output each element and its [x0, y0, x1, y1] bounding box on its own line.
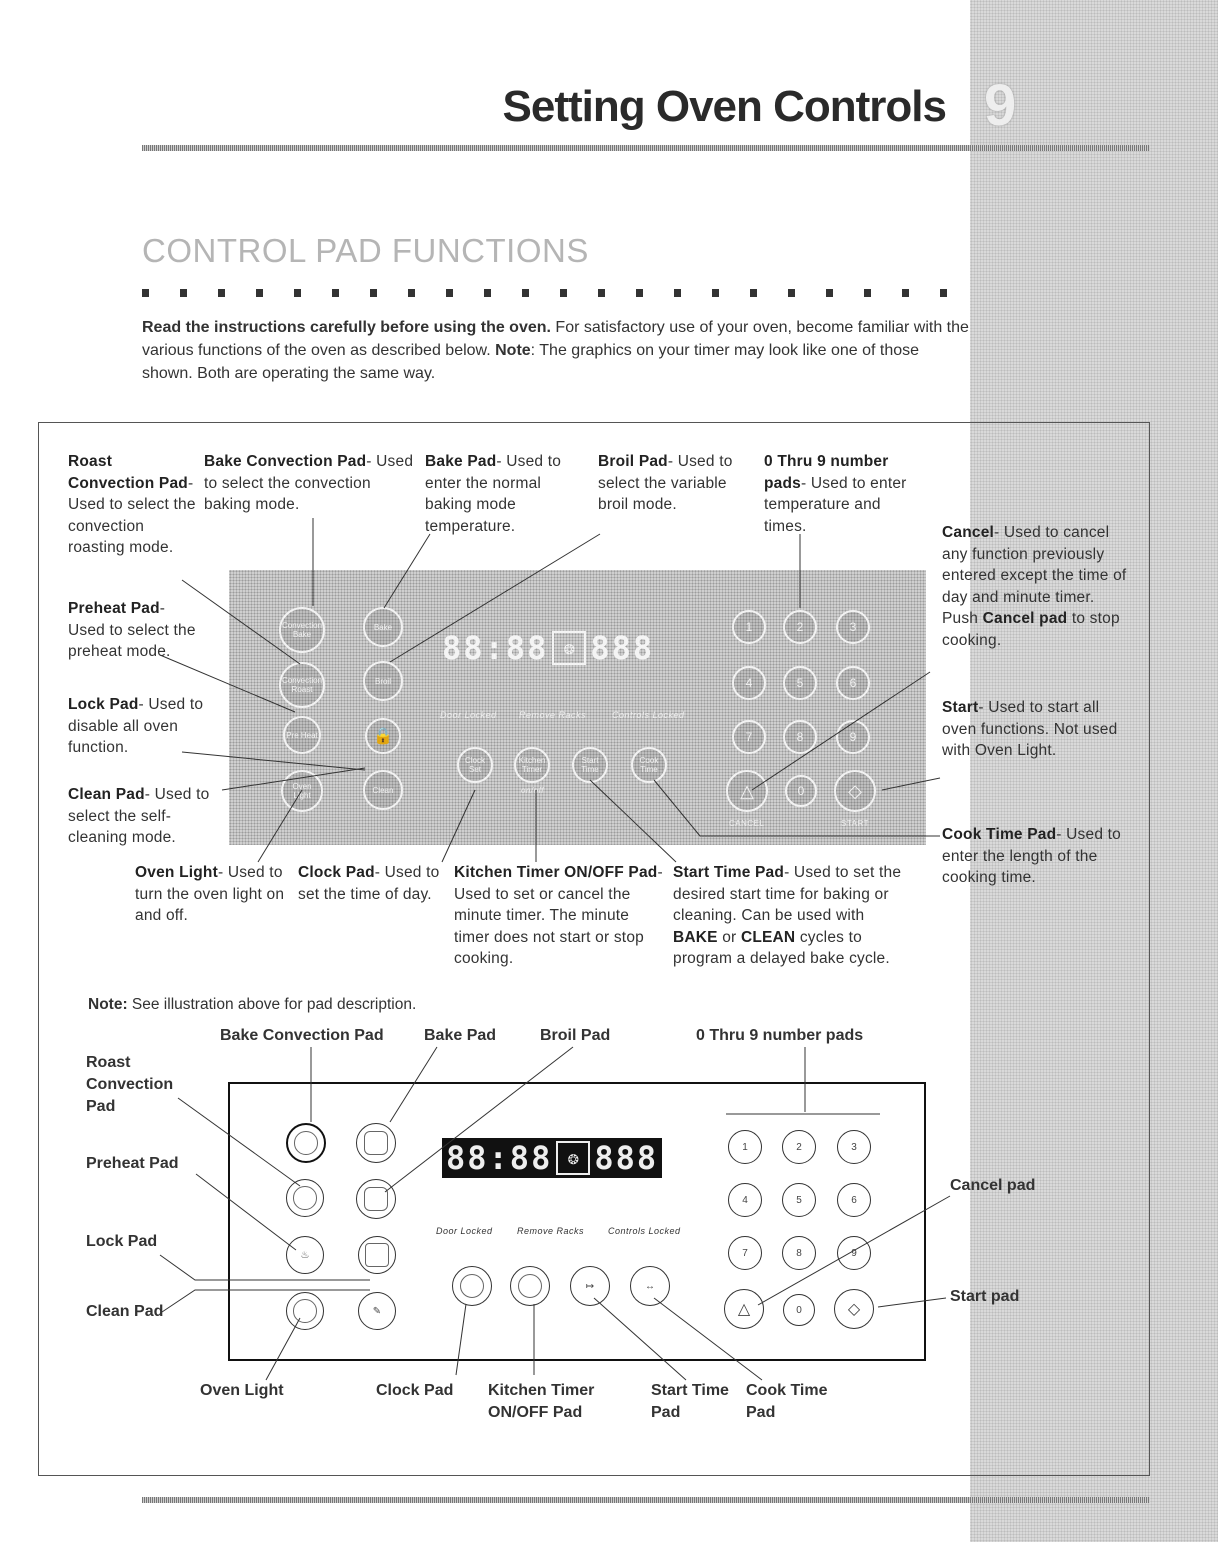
cook-time-pad[interactable]: Cook Time [631, 747, 667, 783]
footer-rule [142, 1497, 1150, 1503]
convection-bake-pad[interactable]: Convection Bake [279, 607, 325, 653]
bake-pad[interactable]: Bake [363, 607, 403, 647]
desc-cook-time: Cook Time Pad- Used to enter the length of the cooking time. [942, 826, 1121, 886]
desc-broil: Broil Pad- Used to select the variable broil mode. [598, 453, 733, 513]
number-pad-0-b[interactable]: 0 [783, 1294, 815, 1326]
leader2-lock [160, 1255, 370, 1280]
label2-clock: Clock Pad [376, 1382, 454, 1399]
convection-fan-icon-b: ❂ [556, 1141, 590, 1175]
timer-on-off-label: on/off [521, 786, 545, 795]
number-pad-0[interactable]: 0 [785, 775, 817, 807]
leader-oven-light [258, 790, 302, 862]
number-pad-6[interactable]: 6 [836, 666, 870, 700]
note: Note: See illustration above for pad description. [88, 996, 417, 1013]
leader2-preheat [196, 1174, 296, 1250]
start-time-pad-b[interactable]: ↦ [570, 1266, 610, 1306]
label2-roast-convection: Roast Convection Pad [86, 1054, 174, 1115]
preheat-pad-b[interactable]: ♨ [286, 1236, 324, 1274]
leader2-clean [162, 1290, 370, 1312]
label2-preheat: Preheat Pad [86, 1155, 179, 1172]
leader-roast [182, 580, 300, 664]
number-pad-2[interactable]: 2 [783, 610, 817, 644]
start-time-pad[interactable]: Start Time [572, 747, 608, 783]
chapter-number: 9 [984, 73, 1017, 138]
number-pad-1[interactable]: 1 [732, 610, 766, 644]
start-pad-b[interactable]: ◇ [834, 1289, 874, 1329]
label2-cook-time: Cook Time Pad [746, 1382, 828, 1421]
label2-lock: Lock Pad [86, 1233, 158, 1250]
broil-pad[interactable]: Broil [363, 661, 403, 701]
number-pad-8-b[interactable]: 8 [782, 1236, 816, 1270]
leader2-broil [385, 1047, 573, 1192]
start-label: START [841, 819, 869, 828]
desc-bake: Bake Pad- Used to enter the normal baking mode temperature. [425, 453, 562, 535]
clean-pad[interactable]: Clean [363, 770, 403, 810]
cancel-label: CANCEL [729, 819, 765, 828]
number-pad-4-b[interactable]: 4 [728, 1183, 762, 1217]
desc-kitchen-timer: Kitchen Timer ON/OFF Pad- Used to set or cancel the minute timer. The minute timer does not start or stop cooking. [454, 864, 663, 967]
number-pad-1-b[interactable]: 1 [728, 1130, 762, 1164]
desc-clean: Clean Pad- Used to select the self-cleaning mode. [68, 786, 210, 846]
display-time-b: 88:88 [446, 1139, 553, 1177]
leader-start-time [590, 780, 676, 862]
number-pad-3-b[interactable]: 3 [837, 1130, 871, 1164]
label2-bake: Bake Pad [424, 1027, 497, 1044]
leader-broil [390, 534, 600, 662]
desc-cancel: Cancel- Used to cancel any function previously entered except the time of day and minute timer. Push Cancel pad to stop cooking. [942, 524, 1127, 649]
number-pad-9[interactable]: 9 [836, 720, 870, 754]
desc-start-time: Start Time Pad- Used to set the desired start time for baking or cleaning. Can be used with BAKE or CLEAN cycles to program a delayed bake cycle. [673, 864, 902, 967]
desc-number-pads: 0 Thru 9 number pads- Used to enter temperature and times. [764, 453, 907, 535]
number-pad-7[interactable]: 7 [732, 720, 766, 754]
number-pad-9-b[interactable]: 9 [837, 1236, 871, 1270]
desc-oven-light: Oven Light- Used to turn the oven light on and off. [135, 864, 285, 924]
number-pad-3[interactable]: 3 [836, 610, 870, 644]
label2-kitchen-timer: Kitchen Timer ON/OFF Pad [488, 1382, 595, 1421]
leader-clean [222, 768, 365, 790]
display-temperature: 888 [590, 629, 655, 667]
cancel-pad[interactable]: △ [726, 770, 768, 812]
number-pad-7-b[interactable]: 7 [728, 1236, 762, 1270]
indicator-controls-locked-b: Controls Locked [608, 1226, 681, 1236]
leader-bake [384, 534, 430, 608]
oven-light-pad[interactable]: Oven Light [281, 770, 323, 812]
display-temperature-b: 888 [594, 1139, 659, 1177]
number-pad-2-b[interactable]: 2 [782, 1130, 816, 1164]
clean-pad-b[interactable]: ✎ [358, 1292, 396, 1330]
number-pad-5[interactable]: 5 [783, 666, 817, 700]
leader-start [882, 778, 940, 790]
label2-clean: Clean Pad [86, 1303, 164, 1320]
clock-set-pad[interactable]: Clock Set [457, 747, 493, 783]
indicator-door-locked-b: Door Locked [436, 1226, 493, 1236]
page-title: Setting Oven Controls [502, 82, 946, 131]
leader2-start [878, 1298, 946, 1307]
desc-roast-convection: Roast Convection Pad- Used to select the convection roasting mode. [68, 453, 196, 556]
label2-broil: Broil Pad [540, 1027, 611, 1044]
leader-clock [442, 790, 475, 862]
leader-lock [182, 752, 365, 770]
section-title: CONTROL PAD FUNCTIONS [142, 232, 589, 269]
intro-text-2: : The graphics on your timer may look like one of those shown. Both are operating the same way. [142, 342, 920, 382]
indicator-controls-locked: Controls Locked [612, 710, 685, 720]
kitchen-timer-pad[interactable]: Kitchen Timer [514, 747, 550, 783]
leader2-start-time [594, 1298, 686, 1380]
intro-text: For satisfactory use of your oven, become familiar with the various functions of the oven as described below. [142, 319, 969, 359]
desc-lock: Lock Pad- Used to disable all oven function. [68, 696, 204, 756]
number-pad-6-b[interactable]: 6 [837, 1183, 871, 1217]
desc-preheat: Preheat Pad- Used to select the preheat mode. [68, 600, 196, 660]
label2-start-time: Start Time Pad [651, 1382, 729, 1421]
leader-cook-time [654, 780, 940, 836]
desc-bake-convection: Bake Convection Pad- Used to select the convection baking mode. [204, 453, 414, 513]
convection-fan-icon: ❂ [552, 631, 586, 665]
cancel-pad-b[interactable]: △ [724, 1289, 764, 1329]
leader2-roast [178, 1098, 300, 1186]
label2-number-pads: 0 Thru 9 number pads [696, 1027, 864, 1044]
leader2-cancel [758, 1196, 950, 1305]
start-pad[interactable]: ◇ [834, 770, 876, 812]
intro-bold: Read the instructions carefully before using the oven. [142, 319, 551, 336]
indicator-remove-racks-b: Remove Racks [517, 1226, 585, 1236]
number-pad-5-b[interactable]: 5 [782, 1183, 816, 1217]
cook-time-pad-b[interactable]: ↔ [630, 1266, 670, 1306]
number-pad-4[interactable]: 4 [732, 666, 766, 700]
number-pad-8[interactable]: 8 [783, 720, 817, 754]
leader2-cook-time [654, 1298, 762, 1380]
desc-clock: Clock Pad- Used to set the time of day. [298, 864, 440, 903]
label2-bake-convection: Bake Convection Pad [220, 1027, 384, 1044]
label2-cancel: Cancel pad [950, 1177, 1036, 1194]
lock-pad[interactable]: 🔒 [365, 718, 401, 754]
indicator-door-locked: Door Locked [440, 710, 497, 720]
label2-start: Start pad [950, 1288, 1020, 1305]
indicator-remove-racks: Remove Racks [519, 710, 587, 720]
desc-start: Start- Used to start all oven functions. Not used with Oven Light. [942, 699, 1118, 759]
leader2-bake [390, 1047, 437, 1122]
preheat-pad[interactable]: Pre Heat [283, 716, 321, 754]
leader-preheat [160, 655, 295, 712]
convection-roast-pad[interactable]: Convection Roast [279, 662, 325, 708]
leader2-oven-light [266, 1318, 300, 1380]
intro-note-label: Note [495, 342, 531, 359]
label2-oven-light: Oven Light [200, 1382, 284, 1399]
display-time: 88:88 [442, 629, 549, 667]
leader2-clock [456, 1304, 466, 1375]
leader-cancel [752, 672, 930, 790]
